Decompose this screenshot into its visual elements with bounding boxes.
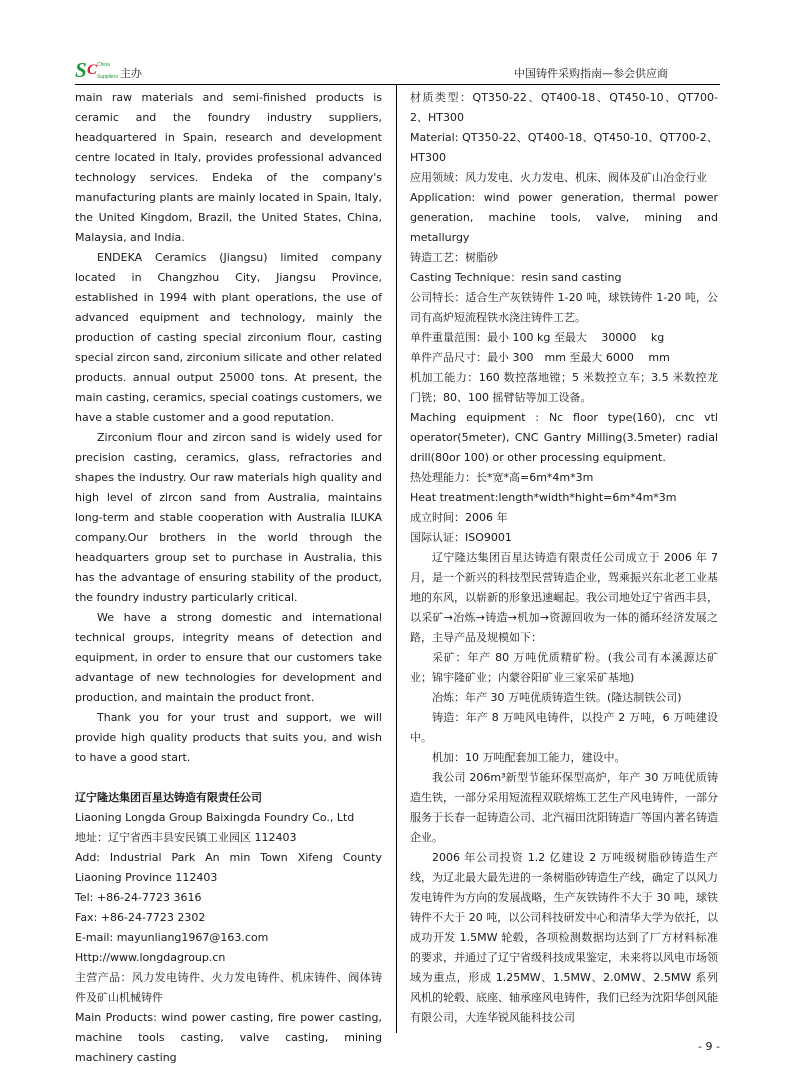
column-divider (396, 85, 397, 1033)
endeka-paragraph: We have a strong domestic and international technical groups, integrity means of detection and equipment, in order to ensure that our customers take advantage of new technologies for development and production, and maintain the product front. (75, 611, 382, 704)
company-intro-paragraph: 2006 年公司投资 1.2 亿建设 2 万吨级树脂砂铸造生产线，为辽北最大最先进的一条树脂砂铸造生产线，确定了以风力发电铸件为方向的发展战略，生产灰铁铸件不大于 30 吨，球铁铸件不大于 20 吨，以公司科技研发中心和清华大学为依托，以成功开发 1.5MW 轮毂，各项检测数据均达到了厂方材料标准的要求，并通过了辽宁省级科技成果鉴定，未来将以风电市场领域为重点，形成 1.25MW、1.5MW、2.0MW、2.5MW 系列风机的轮毂、底座、轴承座风电铸件，我们已经为沈阳华创风能有限公司，大连华锐风能科技公司 (410, 851, 718, 1024)
company-tel: Tel: +86-24-7723 3616 (75, 891, 202, 904)
endeka-paragraph: Zirconium flour and zircon sand is widely used for precision casting, ceramics, glass, refractories and shapes the industry. Our raw materials high quality and high level of zircon sand from Australia, maintains long-term and stable cooperation with Australia ILUKA company.Our brothers in the world through the headquarters group set to purchase in Australia, this has the advantage of ensuring stability of the product, the foundry industry particularly critical. (75, 431, 382, 604)
logo-letter-s: S (75, 58, 87, 82)
company-fax: Fax: +86-24-7723 2302 (75, 911, 206, 924)
company-name-cn: 辽宁隆达集团百星达铸造有限责任公司 (75, 791, 262, 804)
company-intro-paragraph: 铸造：年产 8 万吨风电铸件，以投产 2 万吨，6 万吨建设中。 (410, 711, 718, 744)
company-size-range: 单件产品尺寸：最小 300 mm 至最大 6000 mm (410, 351, 670, 364)
logo-text-china: China (97, 62, 111, 68)
company-application-cn: 应用领域：风力发电、火力发电、机床、阀体及矿山冶金行业 (410, 171, 707, 184)
company-products-en: Main Products: wind power casting, fire power casting, machine tools casting, valve casting, mining machinery casting (75, 1011, 382, 1064)
company-intro-paragraph: 我公司 206m³新型节能环保型高炉，年产 30 万吨优质铸造生铁，一部分采用短流程双联熔炼工艺生产风电铸件，一部分服务于长春一起铸造公司、北汽福田沈阳铸造厂等国内著名铸造企业。 (410, 771, 718, 844)
page-header (75, 58, 720, 85)
section-spacer (75, 768, 382, 788)
logo-text-suppliers: Suppliers (97, 74, 118, 80)
company-machining-en: Maching equipment : Nc floor type(160), cnc vtl operator(5meter), CNC Gantry Milling(3.5meter) radial drill(80or 100) or other processing equipment. (410, 411, 718, 464)
page-number: - 9 - (698, 1040, 720, 1053)
company-address-cn: 地址：辽宁省西丰县安民镇工业园区 112403 (75, 831, 297, 844)
company-application-en: Application: wind power generation, thermal power generation, machine tools, valve, mining and metallurgy (410, 191, 718, 244)
company-heat-en: Heat treatment:length*width*hight=6m*4m*3m (410, 491, 677, 504)
company-heat-cn: 热处理能力：长*宽*高=6m*4m*3m (410, 471, 594, 484)
company-material-en: Material: QT350-22、QT400-18、QT450-10、QT700-2、HT300 (410, 131, 718, 164)
company-products-cn: 主营产品：风力发电铸件、火力发电铸件、机床铸件、阀体铸件及矿山机械铸件 (75, 971, 382, 1004)
company-address-en: Add: Industrial Park An min Town Xifeng County Liaoning Province 112403 (75, 851, 382, 884)
company-material-cn: 材质类型：QT350-22、QT400-18、QT450-10、QT700-2、HT300 (410, 91, 718, 124)
company-email: E-mail: mayunliang1967@163.com (75, 931, 269, 944)
company-intro-paragraph: 采矿：年产 80 万吨优质精矿粉。(我公司有本溪源达矿业；锦宇隆矿业；内蒙谷阳矿业三家采矿基地) (410, 651, 718, 684)
china-suppliers-logo (75, 58, 118, 82)
company-technique-en: Casting Technique：resin sand casting (410, 271, 622, 284)
company-weight-range: 单件重量范围：最小 100 kg 至最大 30000 kg (410, 331, 665, 344)
endeka-paragraph: ENDEKA Ceramics (Jiangsu) limited company located in Changzhou City, Jiangsu Province, established in 1994 with plant operations, the use of advanced equipment and technology, mainly the production of casting special zirconium flour, casting special zircon sand, zirconium silicate and other related products. annual output 25000 tons. At present, the main casting, ceramics, special coatings customers, we have a stable customer and a good reputation. (75, 251, 382, 424)
company-certification: 国际认证：ISO9001 (410, 531, 512, 544)
header-sponsor-label: 主办 (120, 67, 142, 80)
header-guide-title: 中国铸件采购指南—参会供应商 (514, 67, 668, 80)
company-intro-paragraph: 冶炼：年产 30 万吨优质铸造生铁。(隆达制铁公司) (432, 691, 682, 704)
left-column (75, 88, 382, 1068)
company-machining-cn: 机加工能力：160 数控落地镗；5 米数控立车；3.5 米数控龙门铣；80、100 摇臂钻等加工设备。 (410, 371, 718, 404)
company-founded: 成立时间：2006 年 (410, 511, 508, 524)
company-intro-paragraph: 机加：10 万吨配套加工能力，建设中。 (432, 751, 626, 764)
right-column (410, 88, 718, 1028)
company-technique-cn: 铸造工艺：树脂砂 (410, 251, 498, 264)
company-features-cn: 公司特长：适合生产灰铁铸件 1-20 吨，球铁铸件 1-20 吨，公司有高炉短流程铁水浇注铸件工艺。 (410, 291, 718, 324)
endeka-paragraph: main raw materials and semi-finished products is ceramic and the foundry industry suppliers, headquartered in Spain, research and development centre located in Italy, provides professional advanced technology services. Endeka of the company's manufacturing plants are mainly located in Spain, Italy, the United Kingdom, Brazil, the United States, China, Malaysia, and India. (75, 91, 382, 244)
company-intro-paragraph: 辽宁隆达集团百星达铸造有限责任公司成立于 2006 年 7 月，是一个新兴的科技型民营铸造企业，驾乘振兴东北老工业基地的东风，以崭新的形象迅速崛起。我公司地处辽宁省西丰县，以采矿→冶炼→铸造→机加→资源回收为一体的循环经济发展之路，主导产品及规模如下： (410, 551, 718, 644)
company-name-en: Liaoning Longda Group Baixingda Foundry Co., Ltd (75, 811, 355, 824)
company-website: Http://www.longdagroup.cn (75, 951, 226, 964)
logo-letter-c: C (87, 62, 98, 78)
endeka-paragraph: Thank you for your trust and support, we will provide high quality products that suits you, and wish to have a good start. (75, 711, 382, 764)
